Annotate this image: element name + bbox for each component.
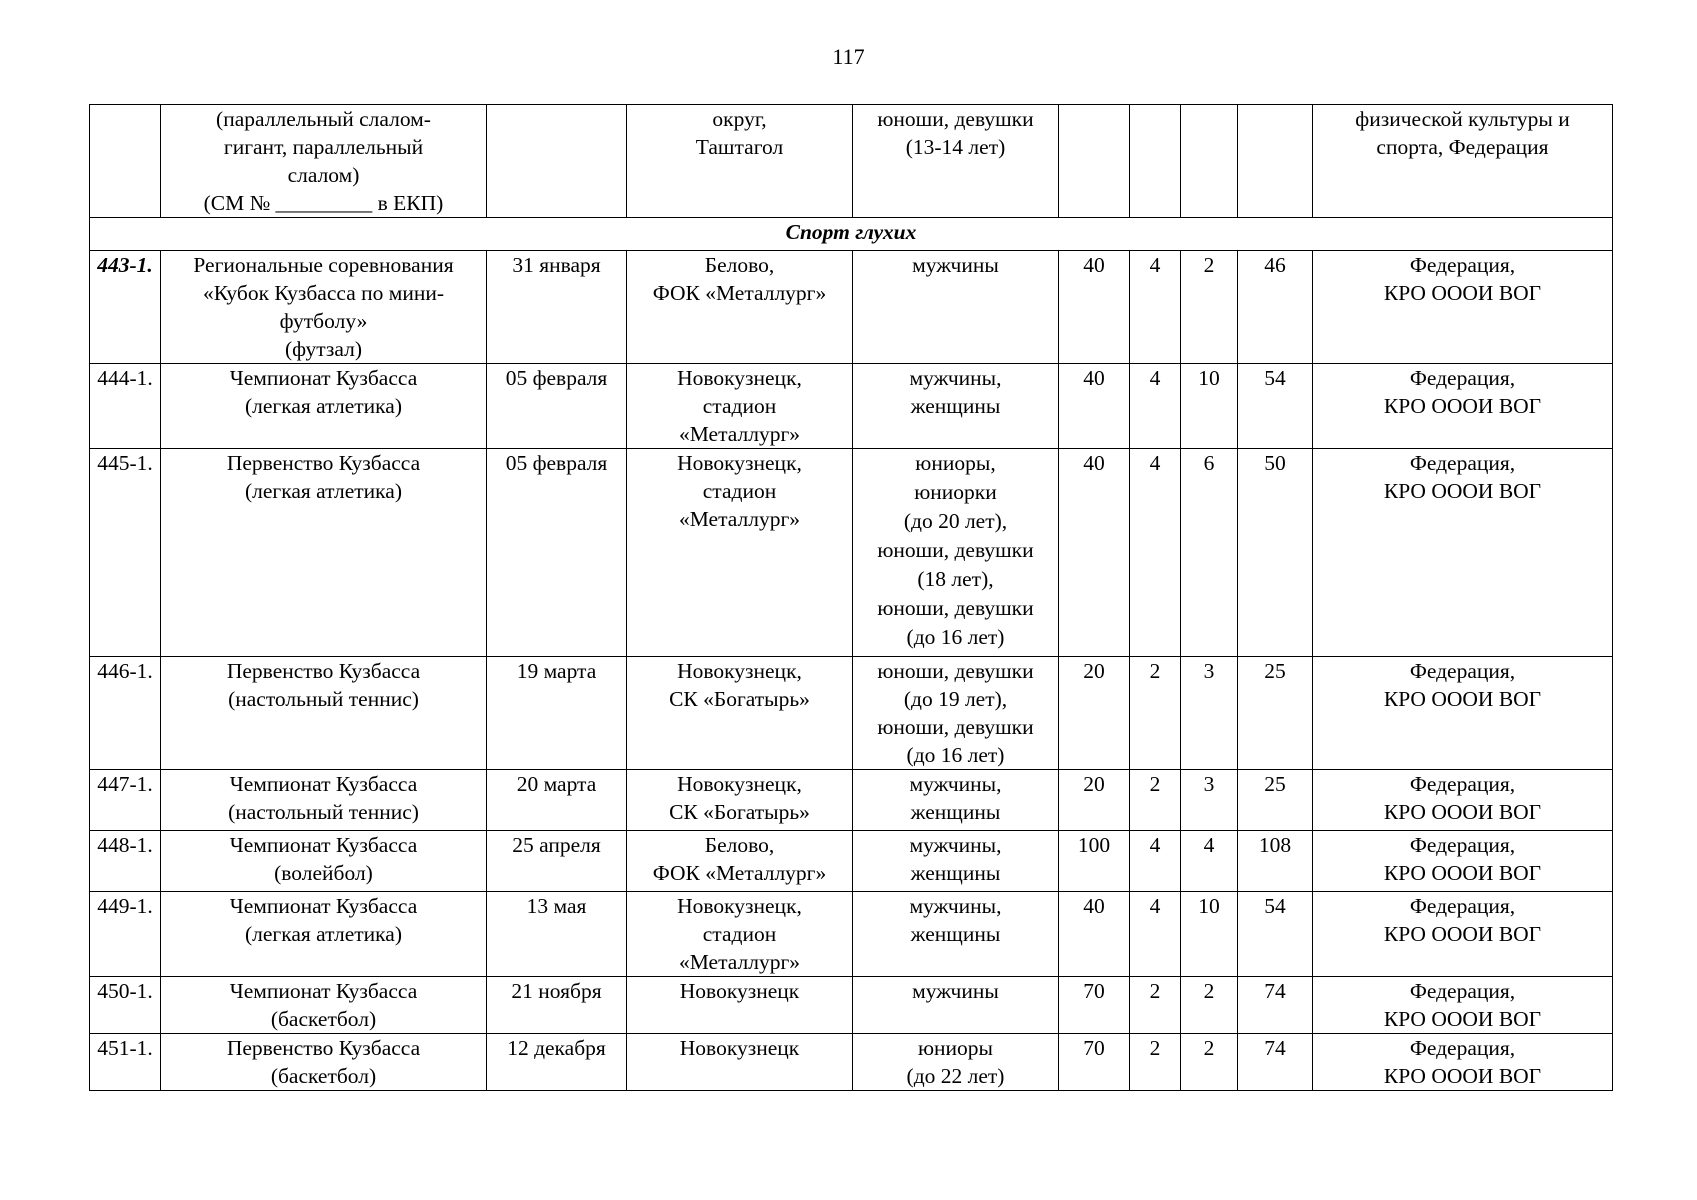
participants-line: женщины: [910, 861, 1001, 885]
table-row: [90, 657, 1613, 770]
cell-count-3: 3: [1181, 770, 1238, 831]
cell-participants: [853, 105, 1059, 218]
name-line: (параллельный слалом-: [216, 107, 431, 131]
cell-count-3: 3: [1181, 657, 1238, 770]
cell-count-4: 108: [1238, 831, 1313, 892]
cell-organizer: [1313, 1034, 1613, 1091]
place-line: Белово,: [704, 833, 775, 857]
cell-count-2: 2: [1130, 977, 1181, 1034]
cell-place: [627, 892, 853, 977]
cell-count-3: 2: [1181, 251, 1238, 364]
section-title: Спорт глухих: [90, 218, 1613, 251]
cell-count-2: 2: [1130, 657, 1181, 770]
cell-participants: [853, 364, 1059, 449]
cell-organizer: [1313, 977, 1613, 1034]
organizer-line: КРО ОООИ ВОГ: [1383, 1007, 1542, 1031]
name-line: гигант, параллельный: [223, 135, 424, 159]
place-line: СК «Богатырь»: [669, 800, 810, 824]
table-row: [90, 449, 1613, 657]
cell-place: [627, 770, 853, 831]
participants-line: (до 16 лет): [906, 743, 1005, 767]
cell-name: [161, 364, 487, 449]
name-line: (волейбол): [274, 861, 373, 885]
table-row: [90, 770, 1613, 831]
table-row-continuation: [90, 105, 1613, 218]
participants-line: (13-14 лет): [905, 135, 1006, 159]
cell-organizer: [1313, 892, 1613, 977]
cell-num: 445-1.: [90, 449, 161, 657]
place-line: Новокузнецк,: [677, 659, 802, 683]
cell-organizer: [1313, 770, 1613, 831]
organizer-line: Федерация,: [1409, 772, 1516, 796]
cell-count-4: 25: [1238, 657, 1313, 770]
place-line: ФОК «Металлург»: [652, 861, 827, 885]
cell-count-4: [1238, 105, 1313, 218]
cell-count-1: [1059, 105, 1130, 218]
cell-count-4: 54: [1238, 892, 1313, 977]
organizer-line: Федерация,: [1409, 979, 1516, 1003]
cell-name: [161, 892, 487, 977]
participants-line: юноши, девушки: [877, 596, 1034, 620]
cell-place: [627, 1034, 853, 1091]
organizer-line: КРО ОООИ ВОГ: [1383, 394, 1542, 418]
place-line: округ,: [712, 107, 767, 131]
cell-num: 448-1.: [90, 831, 161, 892]
cell-name: [161, 770, 487, 831]
participants-line: юноши, девушки: [877, 715, 1034, 739]
cell-place: [627, 105, 853, 218]
cell-place: [627, 831, 853, 892]
cell-num: 444-1.: [90, 364, 161, 449]
page-number: 117: [832, 44, 865, 69]
cell-date: 21 ноября: [487, 977, 627, 1034]
organizer-line: спорта, Федерация: [1376, 135, 1549, 159]
place-line: «Металлург»: [678, 507, 801, 531]
cell-count-1: 20: [1059, 657, 1130, 770]
place-line: Белово,: [704, 253, 775, 277]
participants-line: мужчины,: [909, 366, 1002, 390]
cell-count-1: 70: [1059, 977, 1130, 1034]
cell-name: [161, 657, 487, 770]
table-row: [90, 977, 1613, 1034]
organizer-line: физической культуры и: [1355, 107, 1570, 131]
place-line: Новокузнецк: [679, 979, 800, 1003]
name-line: (настольный теннис): [228, 800, 419, 824]
cell-count-3: 10: [1181, 364, 1238, 449]
participants-line: юниоры: [917, 1036, 994, 1060]
cell-count-2: [1130, 105, 1181, 218]
organizer-line: Федерация,: [1409, 253, 1516, 277]
cell-count-4: 50: [1238, 449, 1313, 657]
place-line: Новокузнецк,: [677, 894, 802, 918]
cell-date: 05 февраля: [487, 364, 627, 449]
cell-date: 20 марта: [487, 770, 627, 831]
name-line: (легкая атлетика): [244, 394, 403, 418]
name-line: (СМ № _________ в ЕКП): [203, 191, 444, 215]
organizer-line: Федерация,: [1409, 366, 1516, 390]
place-line: «Металлург»: [678, 950, 801, 974]
name-line: Чемпионат Кузбасса: [229, 833, 418, 857]
name-line: (баскетбол): [270, 1007, 377, 1031]
cell-place: [627, 449, 853, 657]
cell-num: 450-1.: [90, 977, 161, 1034]
place-line: «Металлург»: [678, 422, 801, 446]
name-line: слалом): [287, 163, 360, 187]
organizer-line: КРО ОООИ ВОГ: [1383, 479, 1542, 503]
participants-line: мужчины: [912, 979, 999, 1003]
cell-date: 19 марта: [487, 657, 627, 770]
cell-date: 13 мая: [487, 892, 627, 977]
name-line: Первенство Кузбасса: [226, 451, 421, 475]
participants-line: женщины: [910, 800, 1001, 824]
cell-count-3: 2: [1181, 977, 1238, 1034]
cell-count-2: 4: [1130, 251, 1181, 364]
participants-line: юноши, девушки: [877, 538, 1034, 562]
cell-count-1: 40: [1059, 892, 1130, 977]
cell-participants: [853, 977, 1059, 1034]
participants-line: юноши, девушки: [877, 659, 1034, 683]
cell-name: [161, 105, 487, 218]
name-line: Первенство Кузбасса: [226, 1036, 421, 1060]
cell-participants: [853, 831, 1059, 892]
cell-count-2: 2: [1130, 1034, 1181, 1091]
cell-count-1: 40: [1059, 449, 1130, 657]
cell-participants: [853, 449, 1059, 657]
cell-date: 05 февраля: [487, 449, 627, 657]
organizer-line: Федерация,: [1409, 833, 1516, 857]
cell-date: [487, 105, 627, 218]
place-line: Новокузнецк,: [677, 772, 802, 796]
participants-line: мужчины,: [909, 772, 1002, 796]
cell-num: 447-1.: [90, 770, 161, 831]
organizer-line: КРО ОООИ ВОГ: [1383, 1064, 1542, 1088]
cell-date: 12 декабря: [487, 1034, 627, 1091]
cell-count-3: 4: [1181, 831, 1238, 892]
organizer-line: Федерация,: [1409, 1036, 1516, 1060]
place-line: стадион: [702, 394, 777, 418]
table-row: [90, 831, 1613, 892]
cell-count-4: 25: [1238, 770, 1313, 831]
organizer-line: КРО ОООИ ВОГ: [1383, 800, 1542, 824]
name-line: (баскетбол): [270, 1064, 377, 1088]
participants-line: (18 лет),: [917, 567, 994, 591]
participants-line: юниорки: [914, 480, 997, 504]
cell-name: [161, 1034, 487, 1091]
cell-name: [161, 831, 487, 892]
cell-organizer: [1313, 831, 1613, 892]
cell-num: 449-1.: [90, 892, 161, 977]
place-line: Новокузнецк: [679, 1036, 800, 1060]
name-line: (легкая атлетика): [244, 922, 403, 946]
table-row: [90, 892, 1613, 977]
cell-organizer: [1313, 657, 1613, 770]
place-line: Новокузнецк,: [677, 451, 802, 475]
cell-organizer: [1313, 449, 1613, 657]
cell-num: [90, 105, 161, 218]
cell-participants: [853, 251, 1059, 364]
organizer-line: КРО ОООИ ВОГ: [1383, 922, 1542, 946]
place-line: стадион: [702, 479, 777, 503]
name-line: футболу»: [279, 309, 368, 333]
cell-participants: [853, 1034, 1059, 1091]
participants-line: юноши, девушки: [877, 107, 1034, 131]
cell-name: [161, 251, 487, 364]
cell-count-2: 4: [1130, 449, 1181, 657]
participants-line: мужчины,: [909, 833, 1002, 857]
table-row: [90, 1034, 1613, 1091]
name-line: Чемпионат Кузбасса: [229, 772, 418, 796]
organizer-line: КРО ОООИ ВОГ: [1383, 687, 1542, 711]
place-line: ФОК «Металлург»: [652, 281, 827, 305]
cell-count-4: 54: [1238, 364, 1313, 449]
cell-organizer: [1313, 105, 1613, 218]
name-line: Региональные соревнования: [193, 253, 454, 277]
cell-count-1: 20: [1059, 770, 1130, 831]
name-line: (настольный теннис): [228, 687, 419, 711]
cell-place: [627, 657, 853, 770]
place-line: Новокузнецк,: [677, 366, 802, 390]
cell-count-3: 10: [1181, 892, 1238, 977]
cell-place: [627, 251, 853, 364]
cell-participants: [853, 770, 1059, 831]
place-line: СК «Богатырь»: [669, 687, 810, 711]
participants-line: мужчины: [912, 253, 999, 277]
cell-count-1: 40: [1059, 251, 1130, 364]
cell-num: 443-1.: [90, 251, 161, 364]
name-line: Чемпионат Кузбасса: [229, 894, 418, 918]
cell-count-2: 2: [1130, 770, 1181, 831]
section-row: [90, 218, 1613, 251]
place-line: стадион: [702, 922, 777, 946]
cell-place: [627, 977, 853, 1034]
participants-line: (до 16 лет): [906, 625, 1005, 649]
cell-count-2: 4: [1130, 364, 1181, 449]
cell-organizer: [1313, 364, 1613, 449]
cell-name: [161, 977, 487, 1034]
cell-count-1: 40: [1059, 364, 1130, 449]
cell-date: 31 января: [487, 251, 627, 364]
participants-line: (до 22 лет): [906, 1064, 1005, 1088]
cell-count-4: 46: [1238, 251, 1313, 364]
name-line: Чемпионат Кузбасса: [229, 366, 418, 390]
participants-line: женщины: [910, 394, 1001, 418]
participants-line: мужчины,: [909, 894, 1002, 918]
cell-name: [161, 449, 487, 657]
organizer-line: Федерация,: [1409, 894, 1516, 918]
cell-participants: [853, 892, 1059, 977]
organizer-line: КРО ОООИ ВОГ: [1383, 861, 1542, 885]
participants-line: (до 19 лет),: [903, 687, 1008, 711]
organizer-line: Федерация,: [1409, 659, 1516, 683]
cell-count-4: 74: [1238, 1034, 1313, 1091]
cell-count-3: 6: [1181, 449, 1238, 657]
cell-count-1: 100: [1059, 831, 1130, 892]
table-row: [90, 251, 1613, 364]
name-line: Первенство Кузбасса: [226, 659, 421, 683]
organizer-line: Федерация,: [1409, 451, 1516, 475]
name-line: «Кубок Кузбасса по мини-: [202, 281, 445, 305]
cell-count-2: 4: [1130, 892, 1181, 977]
cell-num: 446-1.: [90, 657, 161, 770]
participants-line: женщины: [910, 922, 1001, 946]
events-table: [89, 104, 1613, 1091]
name-line: (футзал): [284, 337, 363, 361]
cell-count-1: 70: [1059, 1034, 1130, 1091]
name-line: Чемпионат Кузбасса: [229, 979, 418, 1003]
cell-organizer: [1313, 251, 1613, 364]
cell-num: 451-1.: [90, 1034, 161, 1091]
cell-count-3: [1181, 105, 1238, 218]
cell-count-2: 4: [1130, 831, 1181, 892]
cell-count-3: 2: [1181, 1034, 1238, 1091]
cell-place: [627, 364, 853, 449]
table-row: [90, 364, 1613, 449]
name-line: (легкая атлетика): [244, 479, 403, 503]
place-line: Таштагол: [695, 135, 784, 159]
participants-line: юниоры,: [915, 451, 996, 475]
organizer-line: КРО ОООИ ВОГ: [1383, 281, 1542, 305]
cell-date: 25 апреля: [487, 831, 627, 892]
participants-line: (до 20 лет),: [903, 509, 1008, 533]
cell-count-4: 74: [1238, 977, 1313, 1034]
cell-participants: [853, 657, 1059, 770]
